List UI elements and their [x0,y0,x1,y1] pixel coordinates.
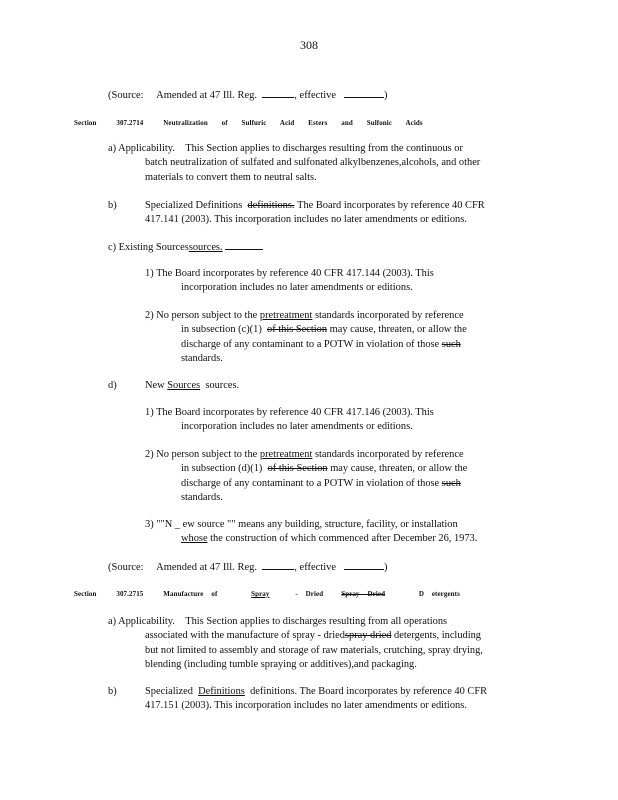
para-text: 417.141 (2003). This incorporation includes no later amendments or editions. [145,214,467,226]
title-text: Manufacture of [163,590,218,598]
underlined-text: pretreatment [259,449,313,460]
para-text: standards incorporated by reference [315,449,464,460]
para-text: 3) ""N _ ew source "" means any building, structure, facility, or installation [145,519,458,530]
subparagraph-d1 [145,406,571,435]
section-heading-2715 [74,590,478,598]
para-text: definitions. The Board incorporates by reference 40 CFR [250,686,488,697]
para-text: in subsection (d)(1) [181,463,263,475]
para-text: 417.151 (2003). This incorporation includes no later amendments or editions. [145,700,467,712]
para-text: discharge of any contaminant to a POTW in violation of those [181,477,440,489]
section-id: 307.2715 [116,590,144,598]
struck-text: such [441,338,461,350]
para-text: 2) No person subject to the [145,449,258,460]
para-text: detergents, including [394,630,481,642]
page-number: 308 [300,38,318,52]
subparagraph-c2 [145,309,571,366]
paragraph-2715-a-applicability [108,615,533,672]
para-label: b) [108,686,117,697]
paragraph-b-definitions [108,199,533,228]
paragraph-d-new-sources [108,379,533,393]
para-text: incorporation includes no later amendments or editions. [181,421,413,433]
para-text: 1) The Board incorporates by reference 40 CFR 417.144 (2003). This [145,268,434,279]
subparagraph-d2 [145,448,571,505]
section-title: Neutralization of Sulfuric Acid Esters and Sulfonic Acids [163,119,423,127]
underlined-text: Definitions [198,686,245,697]
subparagraph-c1 [145,267,571,296]
para-text: may cause, threaten, or allow the [329,324,467,336]
para-label: a) Applicability. [108,143,175,154]
title-text: D etergents [418,590,460,598]
underlined-text: pretreatment [259,310,313,321]
section-title [163,590,478,598]
para-text: in subsection (c)(1) [181,324,262,336]
para-text: This Section applies to discharges resulting from the continuous or [185,143,463,154]
para-text: New [145,380,165,391]
section-label: Section [74,119,97,127]
paragraph-a-applicability [108,142,533,185]
para-text: sources. [205,380,240,391]
blank-line [344,560,384,570]
para-label: b) [108,200,117,211]
para-text: associated with the manufacture of spray - dried [145,630,345,642]
para-text: This Section applies to discharges resulting from all operations [185,616,448,627]
source-note [108,560,387,573]
close-paren: ) [383,562,388,573]
para-text: standards incorporated by reference [315,310,464,321]
title-underlined: Spray [251,590,270,598]
para-text: 1) The Board incorporates by reference 40 CFR 417.146 (2003). This [145,407,434,418]
para-label: c) Existing Sources [108,242,189,253]
para-text: Specialized Definitions [145,200,243,211]
struck-text: spray dried [344,630,392,642]
underlined-text: whose [181,533,208,545]
underlined-text: sources. [188,242,223,253]
struck-text: definitions. [247,200,295,211]
paragraph-c-existing-sources [108,241,533,255]
para-text: The Board incorporates by reference 40 CFR [297,200,485,211]
section-heading-2714 [74,119,441,127]
para-text: but not limited to assembly and storage of raw materials, crutching, spray drying, [145,644,483,656]
para-text: incorporation includes no later amendments or editions. [181,282,413,294]
para-label: d) [108,380,117,391]
section-id: 307.2714 [116,119,144,127]
struck-text: of this Section [267,463,328,475]
subparagraph-d3 [145,518,571,547]
source-label: (Source: [108,562,144,573]
blank-line [262,88,294,98]
source-text: Amended at 47 Ill. Reg. [156,90,258,101]
para-text: may cause, threaten, or allow the [330,463,468,475]
para-text: standards. [181,352,223,364]
para-text: blending (including tumble spraying or additives),and packaging. [145,658,417,670]
para-text: the construction of which commenced after December 26, 1973. [210,533,478,545]
para-text: discharge of any contaminant to a POTW in violation of those [181,338,440,350]
struck-text: of this Section [267,324,328,336]
para-text: Specialized [145,686,193,697]
para-text: 2) No person subject to the [145,310,258,321]
effective-label: , effective [294,90,337,101]
section-label: Section [74,590,97,598]
blank-line [262,560,294,570]
paragraph-2715-b-definitions [108,685,533,714]
blank-line [344,88,384,98]
para-label: a) Applicability. [108,616,175,627]
underlined-text: Sources [167,380,201,391]
para-text: materials to convert them to neutral salts. [145,171,317,183]
source-text: Amended at 47 Ill. Reg. [156,562,258,573]
para-text: batch neutralization of sulfated and sulfonated alkylbenzenes,alcohols, and other [145,157,481,169]
struck-text: such [441,477,461,489]
source-note [108,88,387,101]
title-text: - Dried [295,590,324,598]
para-text: standards. [181,491,223,503]
title-struck: Spray Dried [341,590,386,598]
underline-rule [225,241,263,250]
effective-label: , effective [294,562,337,573]
close-paren: ) [383,90,388,101]
source-label: (Source: [108,90,144,101]
